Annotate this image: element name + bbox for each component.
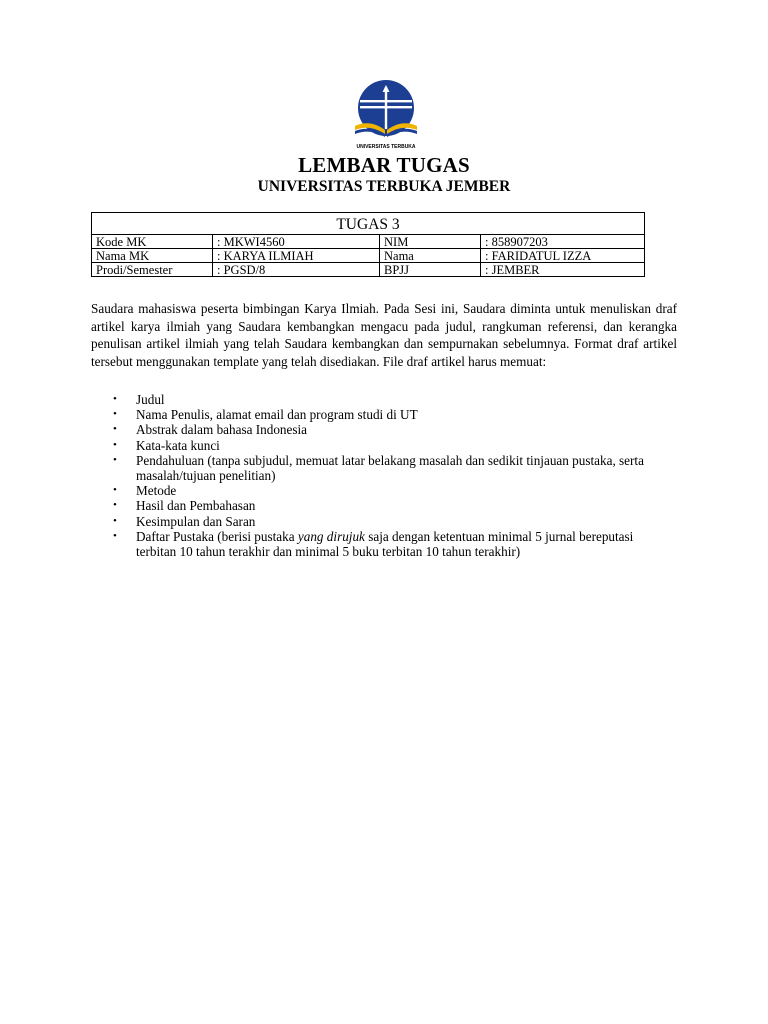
list-item-text: Kesimpulan dan Saran	[136, 513, 256, 529]
bullet-icon: •	[113, 423, 117, 436]
assignment-info-table	[91, 212, 645, 277]
table-cell-value: : FARIDATUL IZZA	[481, 249, 645, 263]
list-item-text-after: saja dengan ketentuan minimal 5 jurnal bereputasi terbitan 10 tahun terakhir dan minimal 5 buku terbitan 10 tahun terakhir)	[136, 528, 634, 560]
list-item	[91, 422, 651, 437]
list-item-text: Kata-kata kunci	[136, 437, 220, 453]
table-heading-row	[92, 213, 645, 235]
list-item-text: Metode	[136, 483, 177, 499]
logo-text: UNIVERSITAS TERBUKA	[356, 144, 416, 150]
table-cell-value: : 858907203	[481, 235, 645, 249]
page-title: LEMBAR TUGAS	[298, 153, 470, 177]
list-item-text: Nama Penulis, alamat email dan program studi di UT	[136, 407, 418, 423]
table-row	[92, 235, 645, 249]
table-cell-label: Nama MK	[92, 249, 213, 263]
list-item	[91, 407, 651, 422]
bullet-icon: •	[113, 484, 117, 497]
list-item	[91, 529, 651, 559]
list-item-emphasis: yang dirujuk	[297, 528, 365, 544]
bullet-icon: •	[113, 499, 117, 512]
list-item-text: Abstrak dalam bahasa Indonesia	[136, 422, 308, 438]
table-cell-label: Prodi/Semester	[92, 263, 213, 277]
list-item	[91, 438, 651, 453]
list-item	[91, 392, 651, 407]
bullet-icon: •	[113, 408, 117, 421]
list-item-text: Hasil dan Pembahasan	[136, 498, 256, 514]
assignment-heading: TUGAS 3	[92, 213, 645, 235]
table-cell-label: Nama	[380, 249, 481, 263]
table-cell-value: : KARYA ILMIAH	[213, 249, 380, 263]
list-item	[91, 453, 651, 483]
universitas-terbuka-logo	[349, 78, 423, 154]
requirements-list	[91, 392, 651, 559]
table-cell-label: BPJJ	[380, 263, 481, 277]
bullet-icon: •	[113, 393, 117, 405]
list-item-text-before: Daftar Pustaka (berisi pustaka	[136, 528, 298, 544]
table-cell-label: NIM	[380, 235, 481, 249]
table-row	[92, 249, 645, 263]
bullet-icon: •	[113, 438, 117, 451]
table-cell-label: Kode MK	[92, 235, 213, 249]
instructions-paragraph: Saudara mahasiswa peserta bimbingan Karya Ilmiah. Pada Sesi ini, Saudara diminta untuk menuliskan draf artikel karya ilmiah yang Saudara kembangkan mengacu pada judul, rangkuman referensi, dan kerangka penulisan artikel ilmiah yang telah Saudara kembangkan dan sempurnakan sebelumnya. Format draf artikel tersebut menggunakan template yang telah disediakan. File draf artikel harus memuat:	[91, 301, 677, 369]
bullet-icon: •	[113, 529, 117, 542]
list-item-text: Pendahuluan (tanpa subjudul, memuat latar belakang masalah dan sedikit tinjauan pustaka, serta masalah/tujuan penelitian)	[136, 452, 644, 484]
list-item	[91, 498, 651, 513]
table-cell-value: : MKWI4560	[213, 235, 380, 249]
page-subtitle: UNIVERSITAS TERBUKA JEMBER	[257, 178, 511, 195]
table-row	[92, 263, 645, 277]
list-item	[91, 483, 651, 498]
list-item	[91, 514, 651, 529]
bullet-icon: •	[113, 514, 117, 527]
list-item-text: Judul	[136, 392, 165, 407]
bullet-icon: •	[113, 453, 117, 466]
table-cell-value: : JEMBER	[481, 263, 645, 277]
table-cell-value: : PGSD/8	[213, 263, 380, 277]
